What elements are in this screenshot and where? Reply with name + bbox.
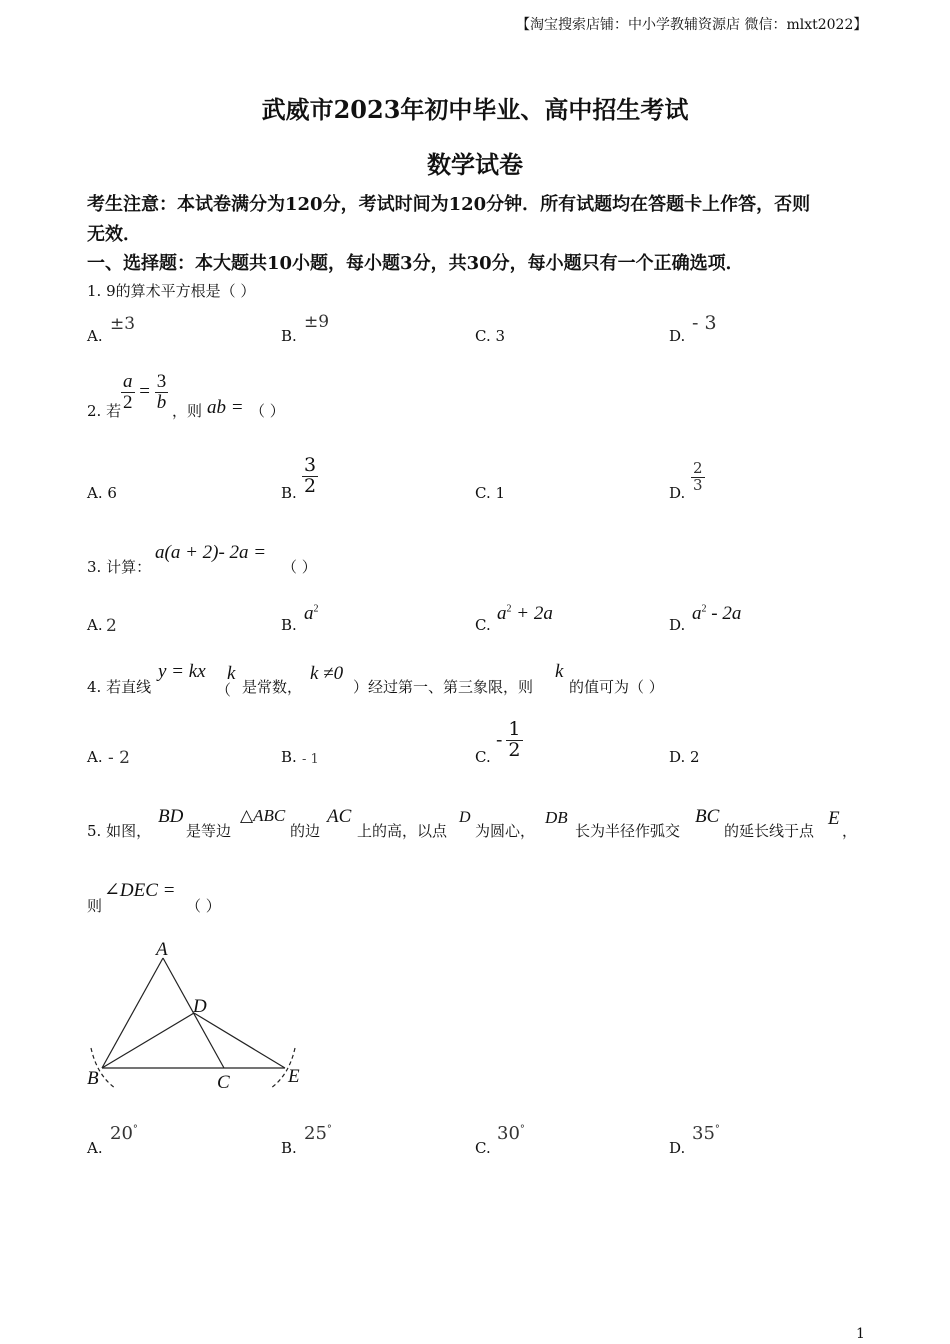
label-d: D [193, 996, 207, 1017]
exam-subtitle: 数学试卷 [427, 150, 523, 179]
q4-p4: ）经过第一、第三象限，则 [353, 678, 534, 696]
q2-option-d-fraction: $\frac{2}{3}$ [693, 459, 703, 494]
exam-title: 武威市2023年初中毕业、高中招生考试 [261, 95, 689, 124]
q5-p7: 的延长线于点 [724, 822, 815, 840]
q2-suffix: （ ） [250, 402, 285, 420]
q4-m4: k [555, 661, 564, 682]
q5-p5: 为圆心， [475, 822, 536, 840]
q2-option-b-fraction: $\frac{3}{2}$ [304, 454, 317, 497]
notice-line2: 无效． [87, 224, 141, 245]
q1-option-d-value: - 3 [692, 312, 717, 334]
q4-p3: 是常数， [242, 678, 303, 696]
q2-option-d-label: D. [669, 484, 686, 502]
q3-option-c-label: C. [475, 616, 491, 634]
notice-line1: 考生注意：本试卷满分为120分，考试时间为120分钟．所有试题均在答题卡上作答，否则 [87, 194, 811, 215]
q4-option-c-label: C. [475, 748, 491, 766]
q2-option-a: A. 6 [87, 484, 117, 502]
edge-ab [102, 958, 163, 1068]
label-b: B [87, 1068, 99, 1089]
q4-option-b-label: B. [281, 748, 297, 766]
q3-option-d-label: D. [669, 616, 686, 634]
q5-p2: 是等边 [186, 822, 232, 840]
q5-m3: AC [327, 806, 352, 827]
label-e: E [288, 1066, 300, 1087]
header-note: 【淘宝搜索店铺：中小学教辅资源店 微信：mlxt2022】 [516, 17, 868, 33]
q4-p2: （ [216, 681, 232, 699]
q2-equation: $\frac{a}{2}$ = $\frac{3}{b}$ [123, 371, 167, 413]
q5-line2-suffix: （ ） [186, 897, 221, 915]
section-heading: 一、选择题：本大题共10小题，每小题3分，共30分，每小题只有一个正确选项． [87, 253, 744, 274]
q4-option-b-value: - 1 [302, 752, 319, 767]
q3-option-b-value: $a^2$ [304, 603, 319, 624]
q1-stem: 1. 9的算术平方根是（ ） [87, 282, 256, 300]
q2-prefix: 2. 若 [87, 402, 122, 420]
edge-bd [102, 1013, 194, 1068]
q3-expr: a(a + 2)- 2a = [155, 542, 267, 563]
q5-m4: D [459, 809, 471, 826]
q2-option-c: C. 1 [475, 484, 506, 502]
q3-prefix: 3. 计算： [87, 558, 152, 576]
q4-option-d: D. 2 [669, 748, 700, 766]
q5-m2: △ABC [240, 806, 286, 825]
q4-m3: k ≠0 [310, 663, 344, 684]
page-number: 1 [856, 1326, 865, 1342]
q1-option-d-label: D. [669, 327, 686, 345]
q2-option-b-label: B. [281, 484, 297, 502]
q5-p8: ， [842, 822, 858, 840]
q4-option-a-label: A. [87, 748, 103, 766]
q4-option-c-value: - $\frac{1}{2}$ [496, 718, 521, 761]
q5-m1: BD [158, 806, 184, 827]
q5-p1: 5. 如图， [87, 822, 152, 840]
q5-line2-prefix: 则 [87, 897, 103, 915]
q5-p6: 长为半径作弧交 [575, 822, 681, 840]
q1-option-b-label: B. [281, 327, 297, 345]
q4-option-a-value: - 2 [108, 748, 130, 768]
q2-expr: ab = [207, 397, 244, 418]
q5-option-d-label: D. [669, 1139, 686, 1157]
q5-line2-expr: ∠DEC = [104, 880, 176, 901]
q5-option-a-label: A. [87, 1139, 103, 1157]
q1-option-a-label: A. [87, 327, 103, 345]
q3-option-a-value: 2 [106, 616, 117, 636]
q5-p4: 上的高，以点 [357, 822, 448, 840]
q3-option-b-label: B. [281, 616, 297, 634]
q5-option-b-label: B. [281, 1139, 297, 1157]
q5-m6: BC [695, 806, 720, 827]
q4-p1: 4. 若直线 [87, 678, 152, 696]
q5-option-b-value: 25° [304, 1123, 332, 1144]
q1-option-c: C. 3 [475, 327, 506, 345]
q5-option-c-label: C. [475, 1139, 491, 1157]
q3-option-d-value: $a^2 - 2a$ [692, 603, 742, 624]
q5-option-d-value: 35° [692, 1123, 720, 1144]
q3-option-a-label: A. [87, 616, 103, 634]
q5-option-c-value: 30° [497, 1123, 525, 1144]
q1-option-a-value: ±3 [110, 314, 136, 334]
q5-p3: 的边 [290, 822, 321, 840]
label-c: C [217, 1072, 230, 1093]
q5-m5: DB [545, 808, 568, 827]
q1-option-b-value: ±9 [304, 312, 330, 332]
q2-mid: ，则 [172, 402, 203, 420]
q3-option-c-value: $a^2 + 2a$ [497, 603, 553, 624]
triangle-figure [85, 935, 315, 1095]
q3-suffix: （ ） [282, 558, 317, 576]
q4-m1: y = kx [158, 661, 206, 682]
q4-m2: k [227, 663, 236, 684]
q4-p5: 的值可为（ ） [569, 678, 664, 696]
q5-m7: E [828, 808, 840, 829]
label-a: A [156, 939, 168, 960]
edge-de [194, 1013, 285, 1068]
q5-option-a-value: 20° [110, 1123, 138, 1144]
